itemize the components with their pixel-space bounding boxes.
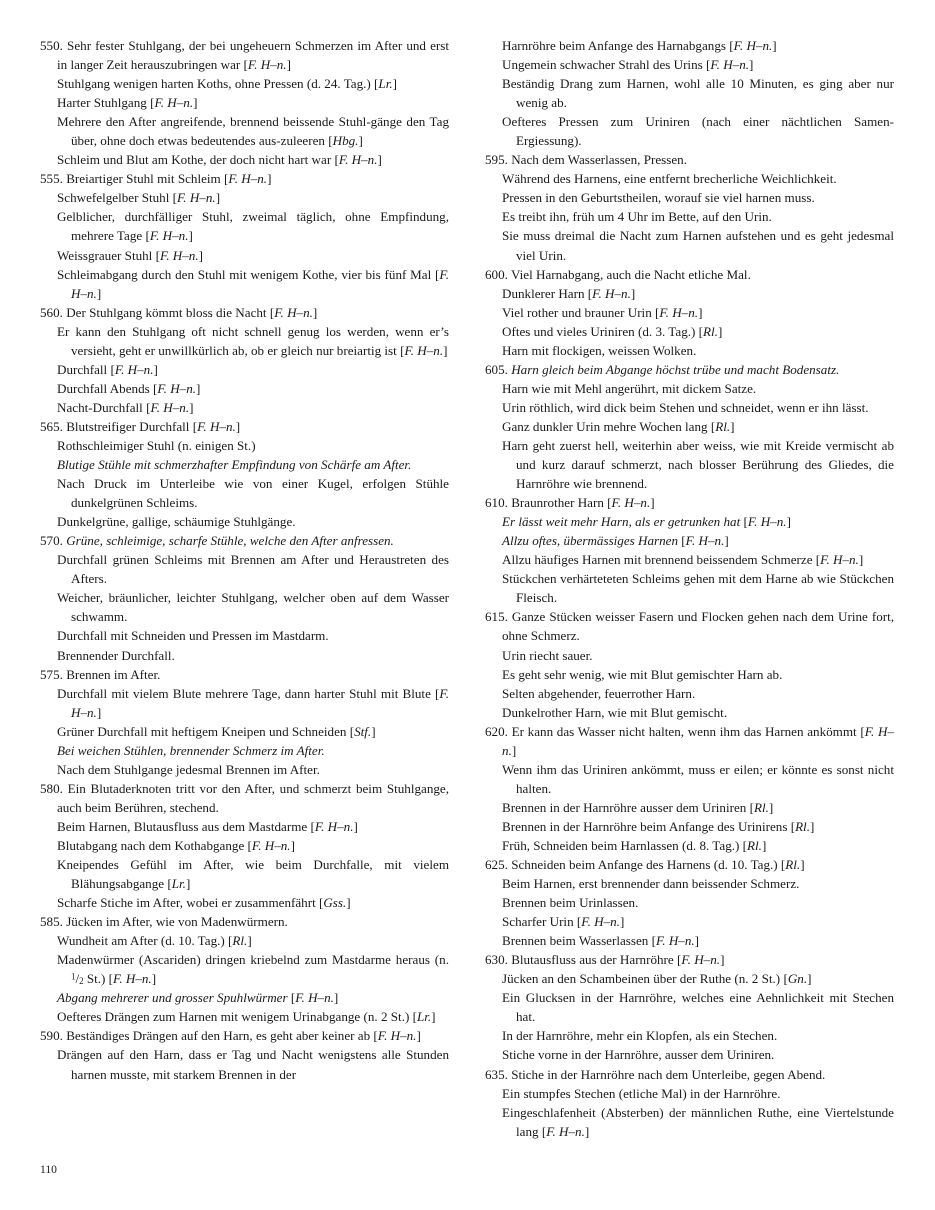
symptom-entry — [40, 188, 449, 207]
symptom-entry — [485, 341, 894, 360]
entry-text: Wenn ihm das Uriniren ankömmt, muss er eilen; er könnte es sonst nicht halten. — [502, 761, 894, 796]
entry-text: Harn gleich beim Abgange höchst trübe und macht Bodensatz. — [511, 361, 840, 377]
numbered-symptom-entry — [485, 265, 894, 284]
entry-text: Abgang mehrerer und grosser Spuhlwürmer [F. H–n.] — [57, 990, 339, 1006]
symptom-entry — [485, 703, 894, 722]
symptom-entry — [485, 798, 894, 817]
symptom-entry — [485, 836, 894, 855]
entry-text: Nach dem Wasserlassen, Pressen. — [511, 152, 687, 168]
entry-text: Urin riecht sauer. — [502, 647, 593, 663]
entry-text: Kneipendes Gefühl im After, wie beim Durchfalle, mit vielem Blähungsabgange [Lr.] — [57, 857, 449, 892]
symptom-entry — [40, 93, 449, 112]
numbered-symptom-entry — [40, 531, 449, 550]
entry-number: 630. — [485, 952, 512, 968]
entry-number: 560. — [40, 304, 67, 320]
symptom-entry — [485, 531, 894, 550]
symptom-entry — [485, 55, 894, 74]
entry-text: Brennen beim Wasserlassen [F. H–n.] — [502, 933, 700, 949]
symptom-entry — [40, 322, 449, 360]
symptom-entry — [485, 169, 894, 188]
entry-number: 615. — [485, 609, 512, 625]
symptom-entry — [40, 455, 449, 474]
entry-text: Oefteres Pressen zum Uriniren (nach einer nächtlichen Samen-Ergiessung). — [502, 114, 894, 149]
symptom-entry — [40, 474, 449, 512]
symptom-entry — [485, 817, 894, 836]
symptom-entry — [485, 684, 894, 703]
symptom-entry — [485, 303, 894, 322]
entry-text: Breiartiger Stuhl mit Schleim [F. H–n.] — [66, 171, 272, 187]
entry-number: 555. — [40, 171, 67, 187]
symptom-entry — [485, 569, 894, 607]
symptom-entry — [485, 665, 894, 684]
entry-text: Urin röthlich, wird dick beim Stehen und schneidet, wenn er ihn lässt. — [502, 399, 869, 415]
numbered-symptom-entry — [485, 150, 894, 169]
entry-text: Allzu oftes, übermässiges Harnen [F. H–n.] — [502, 533, 729, 549]
entry-number: 620. — [485, 723, 512, 739]
symptom-entry — [485, 988, 894, 1026]
numbered-symptom-entry — [40, 417, 449, 436]
entry-text: Grüne, schleimige, scharfe Stühle, welche den After anfressen. — [66, 533, 394, 549]
symptom-entry — [40, 207, 449, 245]
entry-text: Pressen in den Geburtstheilen, worauf sie viel harnen muss. — [502, 190, 815, 206]
symptom-entry — [40, 360, 449, 379]
symptom-entry — [40, 722, 449, 741]
entry-text: Durchfall Abends [F. H–n.] — [57, 380, 201, 396]
entry-text: Durchfall [F. H–n.] — [57, 361, 158, 377]
symptom-entry — [485, 550, 894, 569]
entry-number: 565. — [40, 418, 67, 434]
entry-text: Durchfall mit Schneiden und Pressen im Mastdarm. — [57, 628, 329, 644]
numbered-symptom-entry — [40, 912, 449, 931]
symptom-entry — [40, 893, 449, 912]
symptom-entry — [40, 988, 449, 1007]
entry-text: Dunkelgrüne, gallige, schäumige Stuhlgänge. — [57, 514, 296, 530]
symptom-entry — [485, 226, 894, 264]
symptom-entry — [40, 1007, 449, 1026]
symptom-entry — [40, 931, 449, 950]
numbered-symptom-entry — [485, 950, 894, 969]
symptom-entry — [40, 246, 449, 265]
numbered-symptom-entry — [485, 360, 894, 379]
entry-text: Es treibt ihn, früh um 4 Uhr im Bette, auf den Urin. — [502, 209, 772, 225]
entry-text: Blutstreifiger Durchfall [F. H–n.] — [66, 418, 241, 434]
entry-text: Allzu häufiges Harnen mit brennend beissendem Schmerze [F. H–n.] — [502, 552, 864, 568]
entry-text: Nach Druck im Unterleibe wie von einer Kugel, erfolgen Stühle dunkelgrünen Schleims. — [57, 476, 449, 511]
entry-text: Weissgrauer Stuhl [F. H–n.] — [57, 247, 204, 263]
two-column-text-body — [40, 36, 895, 1141]
entry-text: Harn mit flockigen, weissen Wolken. — [502, 342, 697, 358]
entry-text: Rothschleimiger Stuhl (n. einigen St.) — [57, 437, 256, 453]
entry-number: 635. — [485, 1066, 512, 1082]
symptom-entry — [485, 760, 894, 798]
entry-number: 625. — [485, 857, 512, 873]
entry-text: Drängen auf den Harn, dass er Tag und Nacht wenigstens alle Stunden harnen musste, mit starkem Brennen in der — [57, 1047, 449, 1082]
entry-number: 585. — [40, 914, 67, 930]
entry-text: Harter Stuhlgang [F. H–n.] — [57, 95, 198, 111]
symptom-entry — [485, 1045, 894, 1064]
entry-text: Gelblicher, durchfälliger Stuhl, zweimal täglich, ohne Empfindung, mehrere Tage [F. H–n.] — [57, 209, 449, 244]
entry-number: 595. — [485, 152, 512, 168]
symptom-entry — [485, 322, 894, 341]
symptom-entry — [485, 398, 894, 417]
entry-text: Scharfe Stiche im After, wobei er zusammenfährt [Gss.] — [57, 895, 351, 911]
entry-text: Ein Glucksen in der Harnröhre, welches eine Aehnlichkeit mit Stechen hat. — [502, 990, 894, 1025]
symptom-entry — [40, 760, 449, 779]
entry-text: Harnröhre beim Anfange des Harnabgangs [F. H–n.] — [502, 38, 777, 53]
symptom-entry — [485, 112, 894, 150]
entry-text: Bei weichen Stühlen, brennender Schmerz im After. — [57, 742, 325, 758]
entry-text: Dunkelrother Harn, wie mit Blut gemischt. — [502, 704, 728, 720]
symptom-entry — [40, 646, 449, 665]
entry-text: Eingeschlafenheit (Absterben) der männlichen Ruthe, eine Viertelstunde lang [F. H–n.] — [502, 1104, 894, 1139]
symptom-entry — [485, 1026, 894, 1045]
entry-text: Ganz dunkler Urin mehre Wochen lang [Rl.] — [502, 418, 735, 434]
symptom-entry — [40, 150, 449, 169]
entry-text: Oftes und vieles Uriniren (d. 3. Tag.) [Rl.] — [502, 323, 723, 339]
entry-text: In der Harnröhre, mehr ein Klopfen, als ein Stechen. — [502, 1028, 778, 1044]
entry-text: Wundheit am After (d. 10. Tag.) [Rl.] — [57, 933, 252, 949]
entry-text: Weicher, bräunlicher, leichter Stuhlgang, welcher oben auf dem Wasser schwamm. — [57, 590, 449, 625]
entry-text: Durchfall grünen Schleims mit Brennen am After und Heraustreten des Afters. — [57, 552, 449, 587]
entry-text: Stiche vorne in der Harnröhre, ausser dem Uriniren. — [502, 1047, 775, 1063]
entry-text: Er kann das Wasser nicht halten, wenn ihm das Harnen ankömmt [F. H–n.] — [502, 723, 894, 758]
entry-text: Früh, Schneiden beim Harnlassen (d. 8. Tag.) [Rl.] — [502, 837, 767, 853]
entry-text: Viel Harnabgang, auch die Nacht etliche Mal. — [510, 266, 751, 282]
page-number: 110 — [40, 1163, 57, 1176]
entry-text: Beim Harnen, erst brennender dann beissender Schmerz. — [502, 876, 800, 892]
symptom-entry — [40, 855, 449, 893]
symptom-entry — [485, 284, 894, 303]
entry-text: Brennender Durchfall. — [57, 647, 175, 663]
symptom-entry — [485, 512, 894, 531]
symptom-entry — [40, 626, 449, 645]
entry-text: Jücken im After, wie von Madenwürmern. — [66, 914, 288, 930]
entry-text: Brennen beim Urinlassen. — [502, 895, 639, 911]
entry-text: Jücken an den Schambeinen über der Ruthe (n. 2 St.) [Gn.] — [502, 971, 812, 987]
entry-text: Der Stuhlgang kömmt bloss die Nacht [F. H–n.] — [66, 304, 318, 320]
symptom-entry — [40, 512, 449, 531]
symptom-entry — [40, 741, 449, 760]
symptom-entry — [40, 379, 449, 398]
symptom-entry — [485, 912, 894, 931]
entry-text: Ungemein schwacher Strahl des Urins [F. H–n.] — [502, 57, 754, 73]
numbered-symptom-entry — [40, 303, 449, 322]
symptom-entry — [485, 1084, 894, 1103]
symptom-entry — [485, 969, 894, 988]
numbered-symptom-entry — [485, 722, 894, 760]
symptom-entry — [40, 950, 449, 988]
entry-text: Es geht sehr wenig, wie mit Blut gemischter Harn ab. — [502, 666, 783, 682]
symptom-entry — [485, 188, 894, 207]
entry-text: Nacht-Durchfall [F. H–n.] — [57, 399, 194, 415]
entry-text: Dunklerer Harn [F. H–n.] — [502, 285, 636, 301]
symptom-entry — [485, 646, 894, 665]
symptom-entry — [40, 588, 449, 626]
entry-text: Mehrere den After angreifende, brennend beissende Stuhl-gänge den Tag über, ohne doch etwas bedeutendes aus-zuleeren [Hbg.] — [57, 114, 449, 149]
entry-text: Sehr fester Stuhlgang, der bei ungeheuern Schmerzen im After und erst in langer Zeit herauszubringen war [F. H–n.] — [57, 38, 450, 73]
entry-text: Blutige Stühle mit schmerzhafter Empfindung von Schärfe am After. — [57, 457, 412, 473]
entry-text: Brennen im After. — [66, 666, 161, 682]
entry-text: Ganze Stücken weisser Fasern und Flocken gehen nach dem Urine fort, ohne Schmerz. — [502, 609, 895, 644]
symptom-entry — [485, 207, 894, 226]
symptom-entry — [485, 417, 894, 436]
entry-number: 575. — [40, 666, 67, 682]
symptom-entry — [40, 398, 449, 417]
numbered-symptom-entry — [485, 1065, 894, 1084]
numbered-symptom-entry — [485, 607, 894, 645]
entry-text: Grüner Durchfall mit heftigem Kneipen und Schneiden [Stf.] — [57, 723, 376, 739]
numbered-symptom-entry — [485, 493, 894, 512]
symptom-entry — [40, 1045, 449, 1083]
entry-number: 605. — [485, 361, 512, 377]
entry-text: Beim Harnen, Blutausfluss aus dem Mastdarme [F. H–n.] — [57, 818, 358, 834]
symptom-entry — [485, 74, 894, 112]
entry-number: 590. — [40, 1028, 67, 1044]
entry-text: Während des Harnens, eine entfernt brecherliche Weichlichkeit. — [502, 171, 837, 187]
symptom-entry — [485, 893, 894, 912]
entry-text: Ein stumpfes Stechen (etliche Mal) in der Harnröhre. — [502, 1085, 781, 1101]
entry-text: Durchfall mit vielem Blute mehrere Tage, dann harter Stuhl mit Blute [F. H–n.] — [57, 685, 449, 720]
entry-text: Stiche in der Harnröhre nach dem Unterleibe, gegen Abend. — [511, 1066, 826, 1082]
symptom-entry — [40, 265, 449, 303]
symptom-entry — [40, 436, 449, 455]
entry-text: Scharfer Urin [F. H–n.] — [502, 914, 625, 930]
symptom-entry — [485, 874, 894, 893]
symptom-entry — [40, 836, 449, 855]
symptom-entry — [40, 112, 449, 150]
symptom-entry — [485, 1103, 894, 1141]
symptom-entry — [485, 931, 894, 950]
entry-text: Harn geht zuerst hell, weiterhin aber weiss, wie mit Kreide vermischt ab und kurz darauf schmerzt, nach blosser Berührung des Gliedes, die Harnröhre wie brennend. — [502, 437, 894, 492]
symptom-entry — [40, 817, 449, 836]
entry-text: Viel rother und brauner Urin [F. H–n.] — [502, 304, 703, 320]
entry-text: Sie muss dreimal die Nacht zum Harnen aufstehen und es geht jedesmal viel Urin. — [502, 228, 894, 263]
symptom-entry — [485, 436, 894, 493]
symptom-entry — [40, 74, 449, 93]
entry-text: Schneiden beim Anfange des Harnens (d. 10. Tag.) [Rl.] — [511, 857, 805, 873]
entry-text: Blutabgang nach dem Kothabgange [F. H–n.] — [57, 837, 295, 853]
entry-number: 570. — [40, 533, 67, 549]
column-right — [485, 36, 894, 1141]
entry-text: Selten abgehender, feuerrother Harn. — [502, 685, 696, 701]
entry-text: Ein Blutaderknoten tritt vor den After, und schmerzt beim Stuhlgange, auch beim Berühren, stechend. — [57, 780, 450, 815]
entry-number: 610. — [485, 495, 512, 511]
numbered-symptom-entry — [40, 665, 449, 684]
entry-text: Braunrother Harn [F. H–n.] — [511, 495, 655, 511]
entry-number: 580. — [40, 780, 68, 796]
entry-text: Stuhlgang wenigen harten Koths, ohne Pressen (d. 24. Tag.) [Lr.] — [57, 76, 397, 92]
entry-text: Er kann den Stuhlgang oft nicht schnell genug los werden, wenn er’s versieht, geht er unwillkürlich ab, ob er gleich nur breiartig ist [F. H–n.] — [57, 323, 449, 358]
entry-text: Blutausfluss aus der Harnröhre [F. H–n.] — [511, 952, 725, 968]
entry-text: Oefteres Drängen zum Harnen mit wenigem Urinabgange (n. 2 St.) [Lr.] — [57, 1009, 436, 1025]
numbered-symptom-entry — [485, 855, 894, 874]
symptom-entry — [40, 684, 449, 722]
entry-number: 600. — [485, 266, 511, 282]
entry-text: Stückchen verhärteteten Schleims gehen mit dem Harne ab wie Stückchen Fleisch. — [502, 571, 894, 606]
entry-text: Schleimabgang durch den Stuhl mit wenigem Kothe, vier bis fünf Mal [F. H–n.] — [57, 266, 449, 301]
numbered-symptom-entry — [40, 1026, 449, 1045]
entry-text: Schwefelgelber Stuhl [F. H–n.] — [57, 190, 221, 206]
entry-text: Brennen in der Harnröhre beim Anfange des Urinirens [Rl.] — [502, 818, 815, 834]
numbered-symptom-entry — [40, 36, 449, 74]
entry-text: Beständiges Drängen auf den Harn, es geht aber keiner ab [F. H–n.] — [66, 1028, 421, 1044]
entry-number: 550. — [40, 38, 68, 53]
numbered-symptom-entry — [40, 779, 449, 817]
symptom-entry — [485, 36, 894, 55]
entry-text: Beständig Drang zum Harnen, wohl alle 10 Minuten, es ging aber nur wenig ab. — [502, 76, 894, 111]
column-left — [40, 36, 449, 1084]
entry-text: Brennen in der Harnröhre ausser dem Uriniren [Rl.] — [502, 799, 774, 815]
entry-text: Madenwürmer (Ascariden) dringen kriebelnd zum Mastdarme heraus (n. $^1/_2$ St.) [F. H–n.] — [57, 952, 449, 987]
symptom-entry — [485, 379, 894, 398]
symptom-entry — [40, 550, 449, 588]
numbered-symptom-entry — [40, 169, 449, 188]
entry-text: Nach dem Stuhlgange jedesmal Brennen im After. — [57, 761, 320, 777]
entry-text: Schleim und Blut am Kothe, der doch nicht hart war [F. H–n.] — [57, 152, 382, 168]
entry-text: Er lässt weit mehr Harn, als er getrunken hat [F. H–n.] — [502, 514, 791, 530]
entry-text: Harn wie mit Mehl angerührt, mit dickem Satze. — [502, 380, 757, 396]
